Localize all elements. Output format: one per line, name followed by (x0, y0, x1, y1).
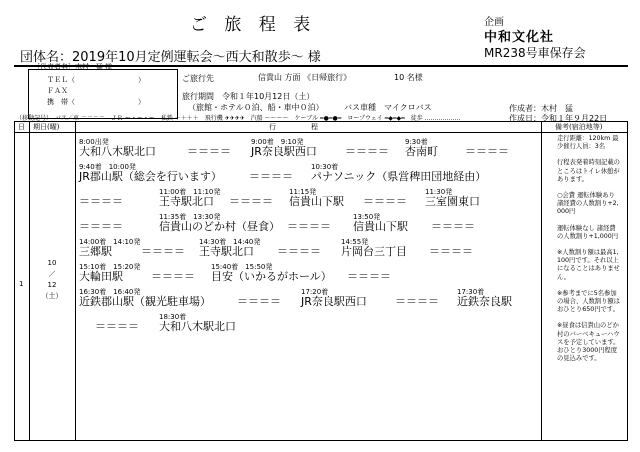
stop-place: 信貴山下駅 (353, 220, 408, 233)
representative-box (28, 63, 178, 119)
stop-place: 信貴山のどか村（昼食） (159, 220, 280, 233)
people-count: 10 名様 (394, 73, 423, 82)
header-day: 日 (18, 123, 25, 131)
header-date: 期日(曜) (33, 123, 60, 131)
stop-kintetsu-nara (457, 288, 512, 308)
header-itinerary: 行 程 (269, 123, 318, 131)
stop-place: 三郷駅 (79, 245, 112, 258)
bus-leg: ＝＝＝＝ (141, 245, 185, 258)
stop-place: 大和八木駅北口 (79, 145, 156, 158)
stop-time: 14:00着 14:10発 (79, 238, 141, 246)
destination: 信貴山 方面 《日帰旅行》 (258, 73, 352, 82)
bus-leg: ＝＝＝＝ (237, 295, 281, 308)
note-item: 運転体験なし 諸経費の人数割り+1,000円 (557, 224, 619, 240)
bus-leg: ＝＝＝＝ (287, 220, 331, 233)
stop-place: 目安（いかるがホール） (211, 270, 332, 283)
bus-leg: ＝＝＝＝ (345, 145, 389, 158)
stop-place: JR郡山駅（総会を行います） (79, 170, 222, 183)
organizer-label: 企画 (484, 17, 504, 28)
destination-label: ご旅行先 (182, 74, 214, 83)
note-item: ※昼食は信貴山のどか村のバーベキューハウスを予定しています。おひとり3000円程度の見込みです。 (557, 322, 620, 363)
stop-daiwata (79, 263, 140, 283)
stop-time: 18:30着 (159, 313, 187, 321)
stop-time: 9:40着 10:00発 (79, 163, 136, 171)
group-name: 団体名：2019年10月定例運転会～西大和散歩～ 様 (20, 50, 321, 65)
stop-kataokadai (341, 238, 407, 258)
date-cell (37, 258, 67, 302)
stop-time: 15:10着 15:20発 (79, 263, 141, 271)
note-item: 行程表発着時刻記載のところはトイレ休憩があります。 (557, 159, 620, 183)
stop-time: 13:50発 (353, 213, 381, 221)
bus-leg: ＝＝＝＝ (95, 320, 139, 333)
table-header (15, 122, 627, 133)
stop-time: 17:20着 (301, 288, 329, 296)
stop-time: 17:30着 (457, 288, 485, 296)
creator: 作成者：木村 猛 (509, 104, 573, 113)
bus-leg: ＝＝＝＝ (79, 220, 123, 233)
stop-time: 11:15発 (289, 188, 317, 196)
stop-place: パナソニック（県営稗田団地経由） (311, 170, 487, 183)
stop-mimuroen (425, 188, 480, 208)
date-month: 10 (47, 259, 57, 267)
date-separator: ／ (48, 270, 56, 278)
stop-time: 9:00着 9:10発 (251, 138, 304, 146)
stop-time: 11:00着 11:10発 (159, 188, 221, 196)
stop-time: 11:35着 13:30発 (159, 213, 221, 221)
stop-panasonic (311, 163, 486, 183)
itinerary-table (14, 121, 628, 441)
bus-leg: ＝＝＝＝ (347, 270, 391, 283)
bus-type: マイクロバス (384, 103, 432, 112)
stop-nodoka-mura (159, 213, 280, 233)
tel-field: ＴＥＬ（ ） (47, 76, 145, 84)
col-divider (75, 122, 76, 440)
organizer-sub: MR238号車保存会 (484, 46, 586, 60)
stop-time: 15:40着 15:50発 (211, 263, 273, 271)
stop-jr-nara-2 (301, 288, 367, 308)
transport-legend: （移動記号） バス／車 ＝＝＝＝ ＪＲ ー・ー・ー 私鉄 ＋＋＋＋ 飛行機 ✈✈✈✈ 汽船 ～～～～ ケーブル ━●━●━ ロープウェイ ━◆━◆━ 徒歩 ……………… (16, 115, 461, 122)
stop-place: 三室園東口 (425, 195, 480, 208)
col-divider (29, 122, 30, 440)
bus-leg: ＝＝＝＝ (465, 145, 509, 158)
stop-time: 8:00出発 (79, 138, 109, 146)
stop-yamato-yagi-arrive (159, 313, 236, 333)
fax-field: ＦＡＸ (47, 87, 68, 95)
document-title: ご 旅 程 表 (190, 15, 317, 35)
stop-time: 14:30着 14:40発 (199, 238, 261, 246)
stop-sango (79, 238, 140, 258)
stop-jr-nara (251, 138, 317, 158)
period: 令和１年10月12日（土） (222, 92, 315, 101)
stop-place: 大輪田駅 (79, 270, 123, 283)
bus-leg: ＝＝＝＝ (187, 145, 231, 158)
stop-kintetsu-koriyama (79, 288, 211, 308)
bus-leg: ＝＝＝＝ (277, 245, 321, 258)
stop-place: 王寺駅北口 (159, 195, 214, 208)
stop-shigisanshita-2 (353, 213, 408, 233)
col-divider (541, 122, 542, 440)
stop-time: 10:30着 (311, 163, 339, 171)
bus-leg: ＝＝＝＝ (363, 195, 407, 208)
bus-leg: ＝＝＝＝ (79, 195, 123, 208)
stop-time: 14:55発 (341, 238, 369, 246)
stop-oji-north-2 (199, 238, 260, 258)
bus-leg: ＝＝＝＝ (429, 245, 473, 258)
stop-place: 王寺駅北口 (199, 245, 254, 258)
stop-meyasu (211, 263, 332, 283)
stop-yamato-yagi-depart (79, 138, 156, 158)
day-number: 1 (19, 280, 24, 288)
stop-place: 大和八木駅北口 (159, 320, 236, 333)
stop-place: JR奈良駅西口 (301, 295, 367, 308)
rep-label: ［代表者名］木村 猛 様 (33, 63, 113, 71)
stop-shigisanshita (289, 188, 344, 208)
stop-kyonan (405, 138, 438, 158)
bus-label: バス車種 (344, 103, 376, 112)
bus-leg: ＝＝＝＝ (229, 195, 273, 208)
bus-leg: ＝＝＝＝ (151, 270, 195, 283)
period-label: 旅行期間 (182, 92, 214, 101)
note-item: ○会費 運転体験あり 諸経費の人数割り+2,000円 (557, 192, 619, 216)
note-item: 走行距離：120km 最少催行人員：3名 (557, 135, 619, 151)
note-item: ※参考までに5名参加の場合、人数割り額はおひとり650円です。 (557, 289, 620, 314)
bus-leg: ＝＝＝＝ (249, 170, 293, 183)
stay-info: （旅館・ホテル０泊、船・車中０泊） (188, 103, 324, 112)
stop-place: 信貴山下駅 (289, 195, 344, 208)
stop-place: 杏南町 (405, 145, 438, 158)
stop-oji-north (159, 188, 220, 208)
stop-place: JR奈良駅西口 (251, 145, 317, 158)
date-day: 12 (47, 281, 57, 289)
header-notes: 備考(宿泊地等) (555, 123, 603, 131)
weekday: （土） (41, 292, 63, 300)
stop-jr-koriyama (79, 163, 222, 183)
stop-place: 近鉄郡山駅（観光駐車場） (79, 295, 211, 308)
note-item: ※人数割り額は最高1,100円です。それ以上になることはありません。 (557, 249, 620, 281)
stop-time: 16:30着 16:40発 (79, 288, 141, 296)
mobile-field: 携 帯（ ） (47, 98, 145, 106)
organizer-name: 中和文化社 (484, 30, 555, 45)
stop-time: 11:30発 (425, 188, 453, 196)
stop-place: 片岡台三丁目 (341, 245, 407, 258)
stop-place: 近鉄奈良駅 (457, 295, 512, 308)
bus-leg: ＝＝＝＝ (395, 295, 439, 308)
bus-leg: ＝＝＝＝ (431, 220, 475, 233)
notes-column (557, 135, 621, 371)
created-date: 作成日：令和１年９月22日 (509, 114, 608, 123)
stop-time: 9:30着 (405, 138, 428, 146)
